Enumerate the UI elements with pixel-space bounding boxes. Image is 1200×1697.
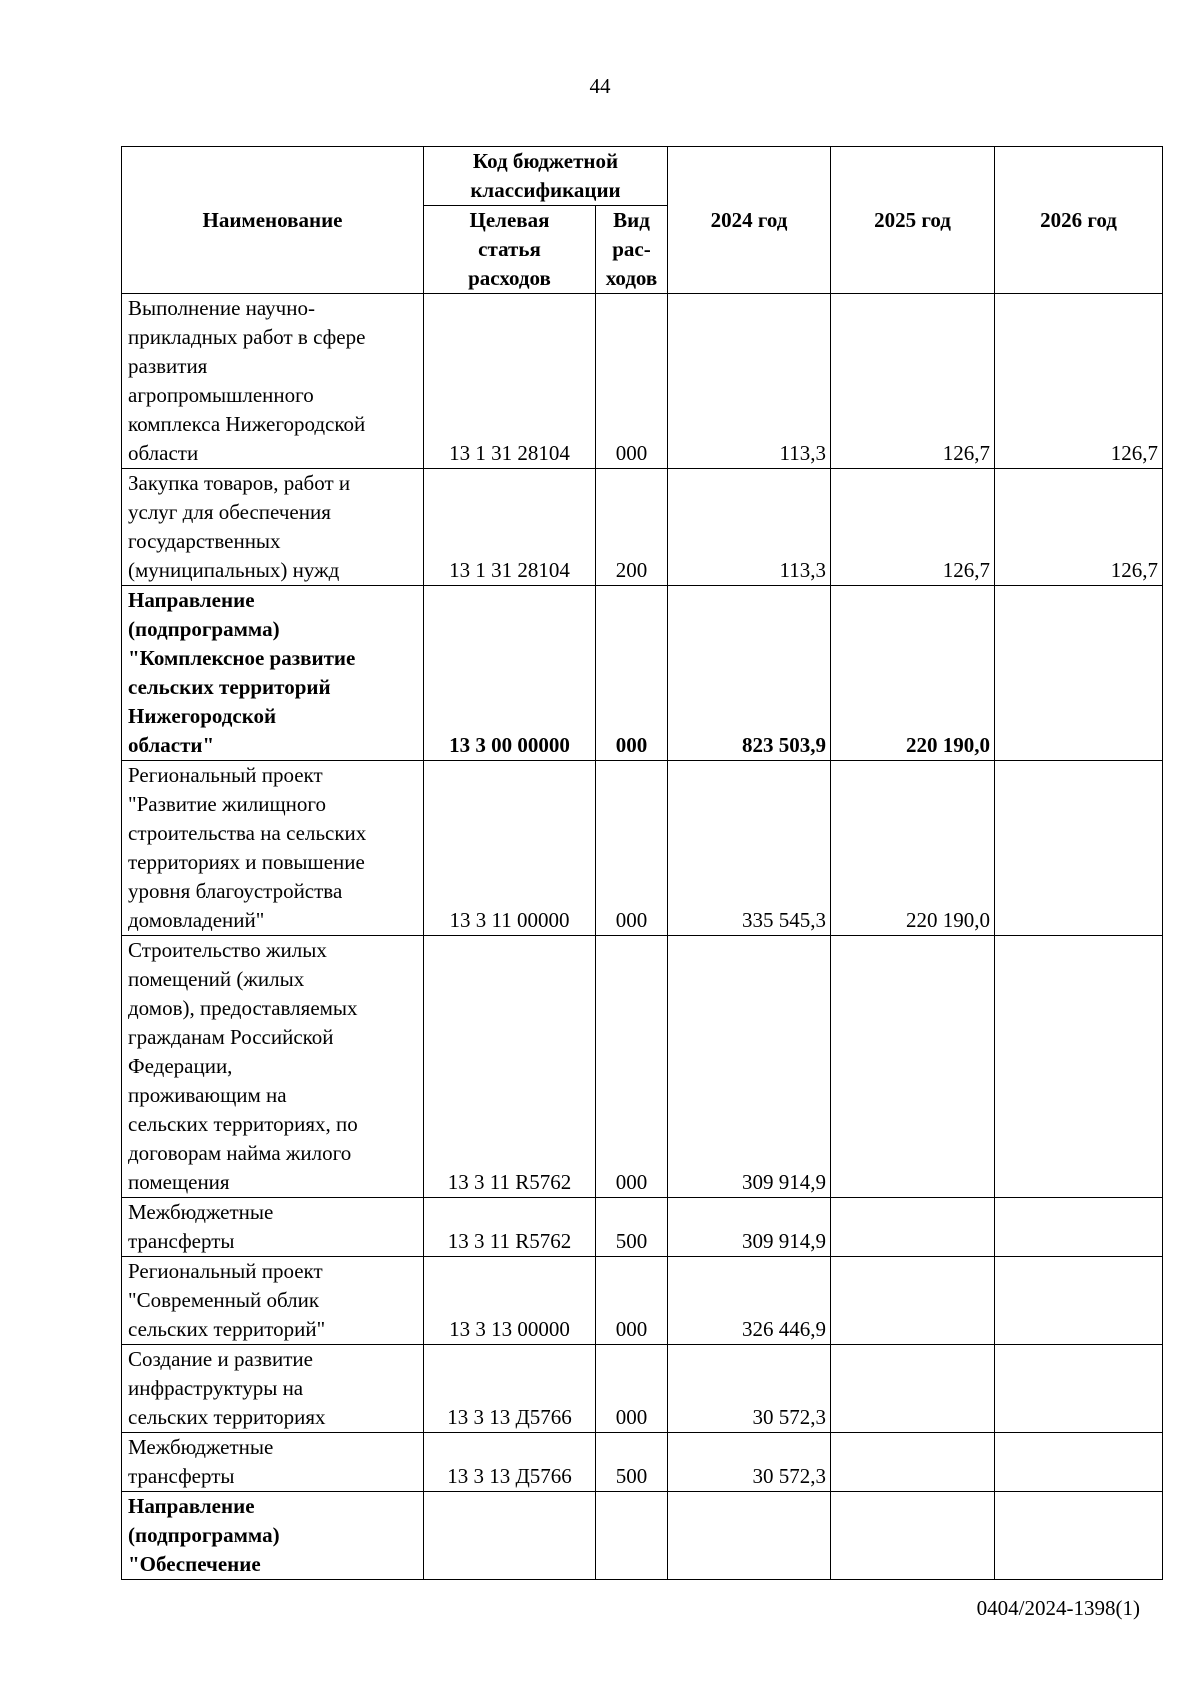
document-code: 0404/2024-1398(1) xyxy=(976,1596,1140,1620)
cell-2026 xyxy=(995,936,1163,1198)
cell-2024: 30 572,3 xyxy=(668,1433,831,1492)
cell-2025: 220 190,0 xyxy=(831,761,995,936)
cell-target-article: 13 1 31 28104 xyxy=(424,469,596,586)
cell-name: Межбюджетные трансферты xyxy=(122,1433,424,1492)
cell-2025 xyxy=(831,1433,995,1492)
cell-2026 xyxy=(995,1433,1163,1492)
header-expense-type: Вид рас- ходов xyxy=(596,206,668,294)
cell-2026 xyxy=(995,1257,1163,1345)
table-row xyxy=(122,294,1163,469)
table-body xyxy=(122,294,1163,1580)
cell-2026: 126,7 xyxy=(995,469,1163,586)
cell-name: Закупка товаров, работ и услуг для обеспечения государственных (муниципальных) нужд xyxy=(122,469,424,586)
table-row xyxy=(122,761,1163,936)
table-row xyxy=(122,586,1163,761)
cell-2026 xyxy=(995,1492,1163,1580)
budget-table xyxy=(121,146,1163,1580)
cell-2026 xyxy=(995,1198,1163,1257)
cell-2026 xyxy=(995,586,1163,761)
cell-2026 xyxy=(995,1345,1163,1433)
cell-target-article xyxy=(424,1492,596,1580)
table-row xyxy=(122,1257,1163,1345)
cell-expense-type: 000 xyxy=(596,1257,668,1345)
header-target-article: Целевая статья расходов xyxy=(424,206,596,294)
cell-2026: 126,7 xyxy=(995,294,1163,469)
cell-2025: 126,7 xyxy=(831,294,995,469)
cell-name: Направление (подпрограмма) "Обеспечение xyxy=(122,1492,424,1580)
header-2024: 2024 год xyxy=(668,147,831,294)
cell-name: Строительство жилых помещений (жилых домов), предоставляемых гражданам Российской Федерации, проживающим на сельских территориях, по договорам найма жилого помещения xyxy=(122,936,424,1198)
cell-2024: 326 446,9 xyxy=(668,1257,831,1345)
cell-expense-type xyxy=(596,1492,668,1580)
cell-name: Выполнение научно- прикладных работ в сфере развития агропромышленного комплекса Нижегородской области xyxy=(122,294,424,469)
cell-2025 xyxy=(831,1492,995,1580)
cell-2024: 823 503,9 xyxy=(668,586,831,761)
cell-2024 xyxy=(668,1492,831,1580)
cell-2024: 309 914,9 xyxy=(668,1198,831,1257)
cell-expense-type: 000 xyxy=(596,761,668,936)
cell-expense-type: 000 xyxy=(596,586,668,761)
cell-name: Создание и развитие инфраструктуры на сельских территориях xyxy=(122,1345,424,1433)
header-2026: 2026 год xyxy=(995,147,1163,294)
page-number: 44 xyxy=(589,74,611,98)
cell-name: Межбюджетные трансферты xyxy=(122,1198,424,1257)
cell-target-article: 13 3 11 R5762 xyxy=(424,1198,596,1257)
cell-2025: 126,7 xyxy=(831,469,995,586)
cell-2025 xyxy=(831,1257,995,1345)
cell-2026 xyxy=(995,761,1163,936)
cell-expense-type: 200 xyxy=(596,469,668,586)
table-row xyxy=(122,1198,1163,1257)
cell-target-article: 13 3 11 R5762 xyxy=(424,936,596,1198)
cell-2025: 220 190,0 xyxy=(831,586,995,761)
table-row xyxy=(122,1345,1163,1433)
table-row xyxy=(122,1492,1163,1580)
cell-2024: 335 545,3 xyxy=(668,761,831,936)
header-name: Наименование xyxy=(122,147,424,294)
cell-2024: 113,3 xyxy=(668,294,831,469)
table-row xyxy=(122,469,1163,586)
cell-expense-type: 000 xyxy=(596,294,668,469)
cell-target-article: 13 3 13 Д5766 xyxy=(424,1345,596,1433)
table-header xyxy=(122,147,1163,294)
cell-2025 xyxy=(831,1345,995,1433)
cell-name: Направление (подпрограмма) "Комплексное развитие сельских территорий Нижегородской области" xyxy=(122,586,424,761)
cell-target-article: 13 3 13 Д5766 xyxy=(424,1433,596,1492)
cell-target-article: 13 3 13 00000 xyxy=(424,1257,596,1345)
cell-2024: 113,3 xyxy=(668,469,831,586)
header-2025: 2025 год xyxy=(831,147,995,294)
cell-2024: 30 572,3 xyxy=(668,1345,831,1433)
cell-expense-type: 000 xyxy=(596,936,668,1198)
cell-target-article: 13 1 31 28104 xyxy=(424,294,596,469)
cell-name: Региональный проект "Развитие жилищного строительства на сельских территориях и повышение уровня благоустройства домовладений" xyxy=(122,761,424,936)
table-row xyxy=(122,1433,1163,1492)
cell-expense-type: 000 xyxy=(596,1345,668,1433)
header-code-group: Код бюджетной классификации xyxy=(424,147,668,206)
cell-2025 xyxy=(831,936,995,1198)
cell-target-article: 13 3 00 00000 xyxy=(424,586,596,761)
cell-expense-type: 500 xyxy=(596,1198,668,1257)
table-row xyxy=(122,936,1163,1198)
cell-2025 xyxy=(831,1198,995,1257)
cell-target-article: 13 3 11 00000 xyxy=(424,761,596,936)
cell-name: Региональный проект "Современный облик сельских территорий" xyxy=(122,1257,424,1345)
cell-2024: 309 914,9 xyxy=(668,936,831,1198)
cell-expense-type: 500 xyxy=(596,1433,668,1492)
